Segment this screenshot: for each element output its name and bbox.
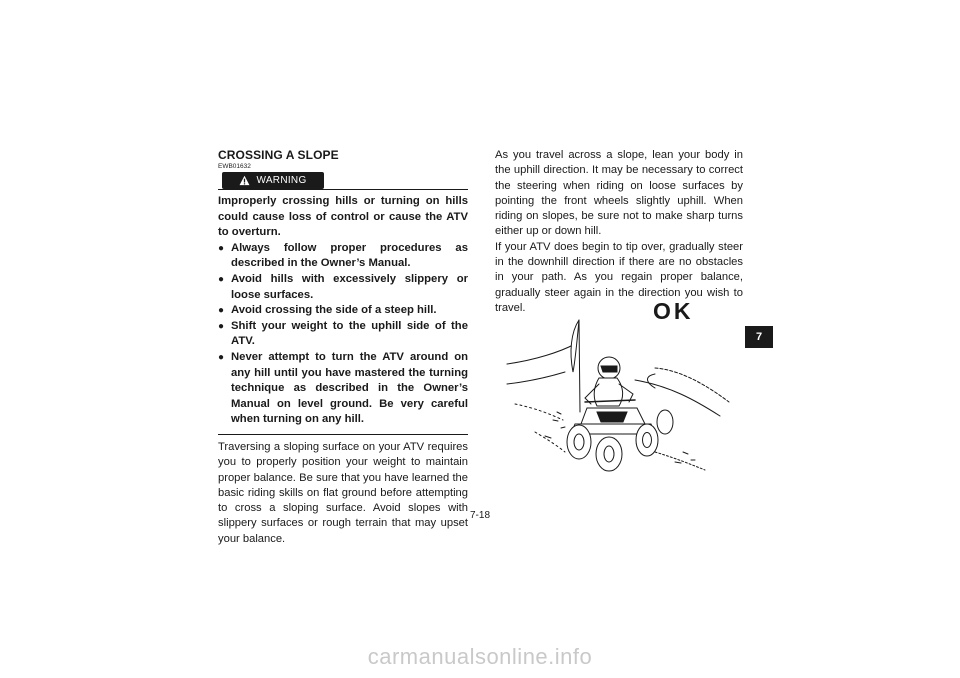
list-item: ● Never attempt to turn the ATV around on any hill until you have mastered the turning technique as described in the Owner’s Manual on level ground. Be very careful when turning on any hill. (218, 350, 468, 426)
warning-badge (222, 172, 324, 189)
warning-header (218, 172, 468, 190)
body-paragraph-1: As you travel across a slope, lean your body in the uphill direction. It may be necessary to correct the steering when riding on loose surfaces by pointing the front wheels slightly uphill. When riding on slopes, be sure not to make sharp turns either up or down hill. (495, 149, 743, 238)
body-paragraph-2: If your ATV does begin to tip over, gradually steer in the downhill direction if there are no obstacles in your path. As you regain proper balance, gradually steer again in the direction you wish to travel. (495, 240, 743, 314)
page-number: 7-18 (469, 510, 490, 521)
bullet-icon: ● (218, 351, 225, 363)
warning-body (218, 194, 468, 435)
body-paragraph: Traversing a sloping surface on your ATV requires you to properly position your weight to maintain proper balance. Be sure that you have learned the basic riding skills on flat ground before attempting to cross a sloping surface. Avoid slopes with slippery surfaces or rough terrain that may upset your balance. (218, 440, 468, 545)
warning-list (218, 241, 468, 428)
bullet-icon: ● (218, 305, 225, 317)
left-column (218, 148, 468, 547)
list-item: ● Shift your weight to the uphill side of the ATV. (218, 319, 468, 348)
chapter-tab: 7 (745, 326, 773, 348)
ok-label: OK (653, 298, 694, 324)
watermark: carmanualsonline.info (367, 644, 593, 669)
section-title: CROSSING A SLOPE (218, 148, 339, 162)
list-item: ● Avoid crossing the side of a steep hill. (218, 303, 468, 319)
bullet-icon: ● (218, 242, 225, 254)
warning-triangle-icon (239, 175, 250, 186)
bullet-icon: ● (218, 273, 225, 285)
warning-end-rule (218, 434, 468, 435)
right-column (495, 148, 743, 316)
warning-rule (218, 189, 468, 190)
bullet-icon: ● (218, 320, 225, 332)
warning-intro: Improperly crossing hills or turning on hills could cause loss of control or cause the ATV to overturn. (218, 195, 468, 239)
warning-label: WARNING (256, 175, 307, 186)
reference-code: EWB01632 (218, 163, 251, 170)
atv-slope-illustration (505, 312, 735, 480)
list-item: ● Avoid hills with excessively slippery or loose surfaces. (218, 272, 468, 301)
list-item: ● Always follow proper procedures as described in the Owner’s Manual. (218, 241, 468, 270)
